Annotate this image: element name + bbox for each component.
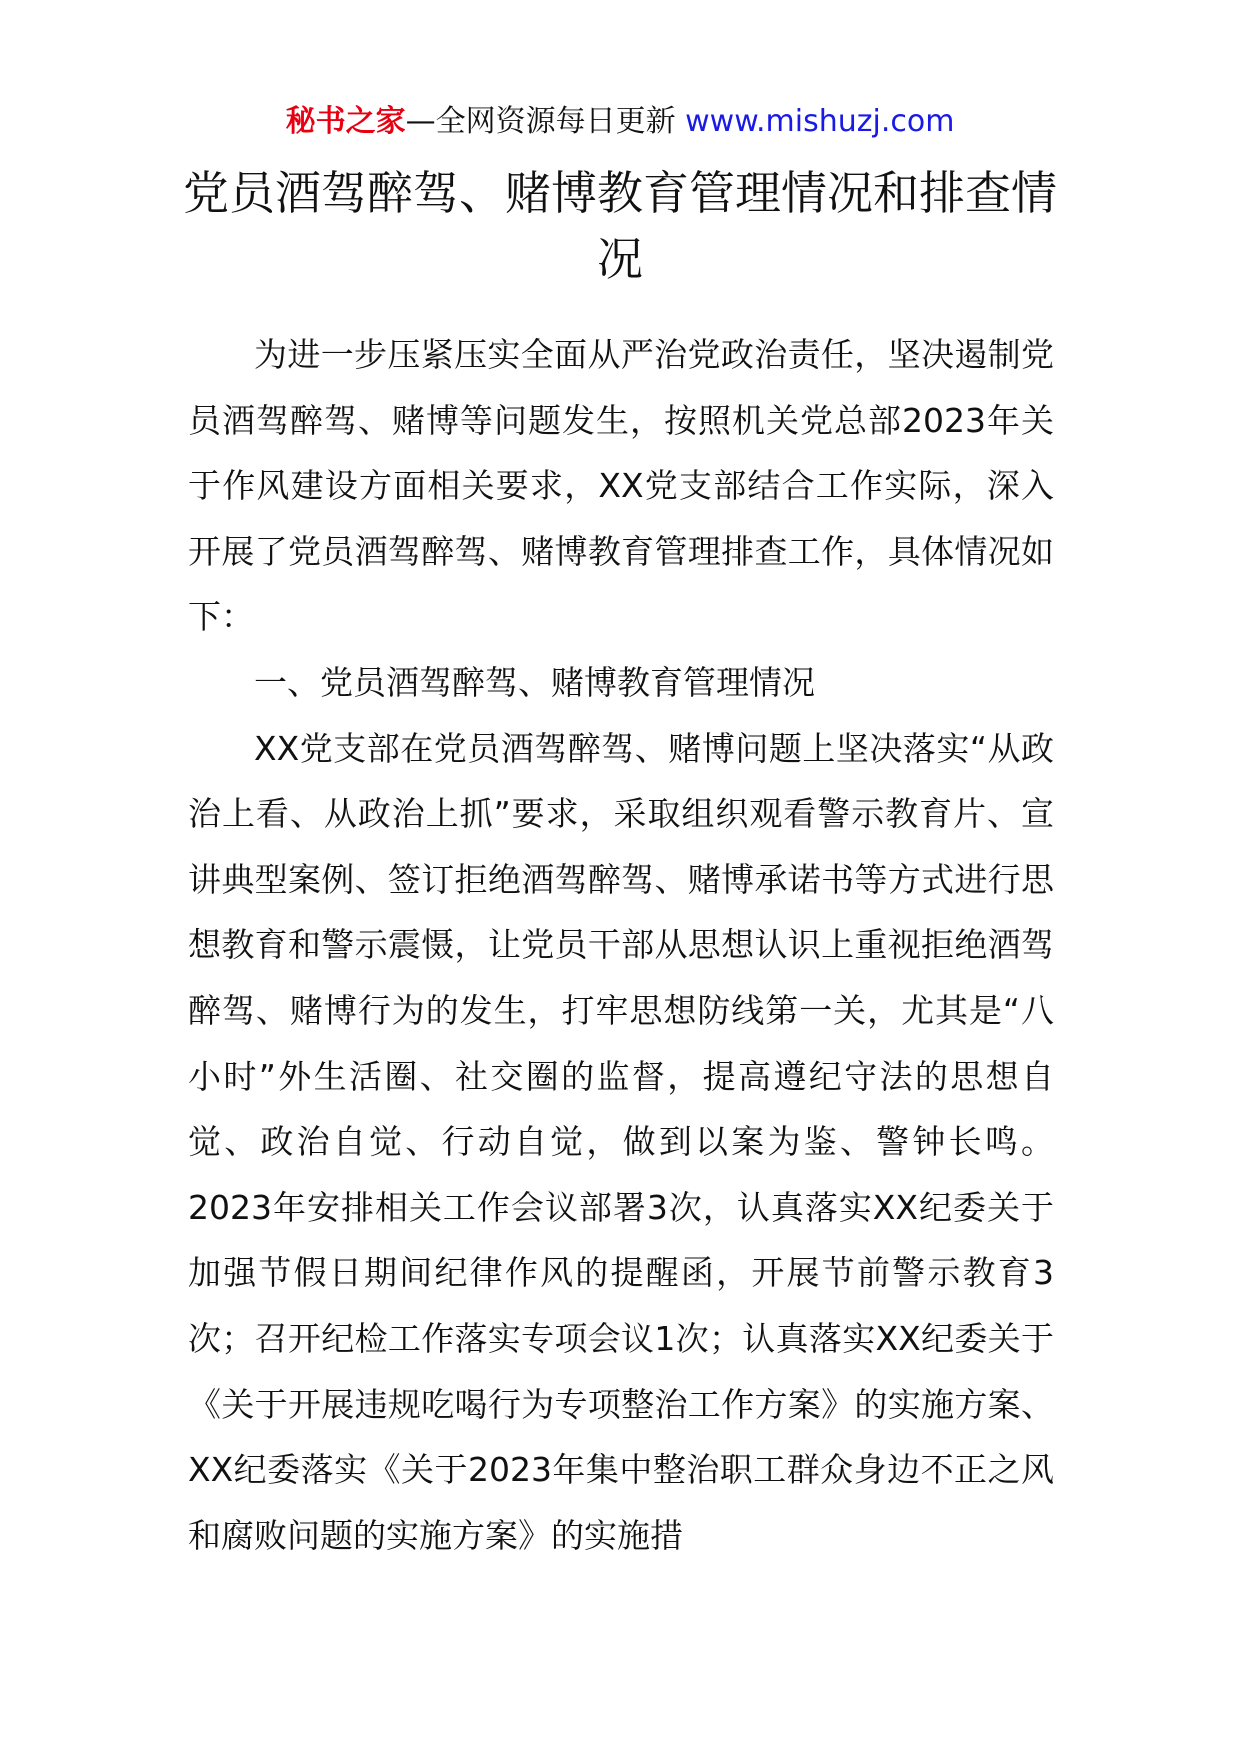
header-tagline: —全网资源每日更新 (405, 104, 686, 139)
section-heading: 一、党员酒驾醉驾、赌博教育管理情况 (254, 662, 815, 702)
site-header (0, 102, 1240, 142)
document-title: 党员酒驾醉驾、赌博教育管理情况和排查情况 (183, 166, 1057, 286)
document-body (188, 322, 1054, 1568)
intro-paragraph: 为进一步压紧压实全面从严治党政治责任，坚决遏制党员酒驾醉驾、赌博等问题发生，按照机关党总部2023年关于作风建设方面相关要求，XX党支部结合工作实际，深入开展了党员酒驾醉驾、赌博教育管理排查工作，具体情况如下： (188, 335, 1054, 637)
site-url-link[interactable]: www.mishuzj.com (685, 104, 955, 139)
body-paragraph: XX党支部在党员酒驾醉驾、赌博问题上坚决落实“从政治上看、从政治上抓”要求，采取组织观看警示教育片、宣讲典型案例、签订拒绝酒驾醉驾、赌博承诺书等方式进行思想教育和警示震慑，让党员干部从思想认识上重视拒绝酒驾醉驾、赌博行为的发生，打牢思想防线第一关，尤其是“八小时”外生活圈、社交圈的监督，提高遵纪守法的思想自觉、政治自觉、行动自觉，做到以案为鉴、警钟长鸣。2023年安排相关工作会议部署3次，认真落实XX纪委关于加强节假日期间纪律作风的提醒函，开展节前警示教育3次；召开纪检工作落实专项会议1次；认真落实XX纪委关于《关于开展违规吃喝行为专项整治工作方案》的实施方案、XX纪委落实《关于2023年集中整治职工群众身边不正之风和腐败问题的实施方案》的实施措 (188, 728, 1054, 1555)
brand-name: 秘书之家 (285, 104, 406, 139)
